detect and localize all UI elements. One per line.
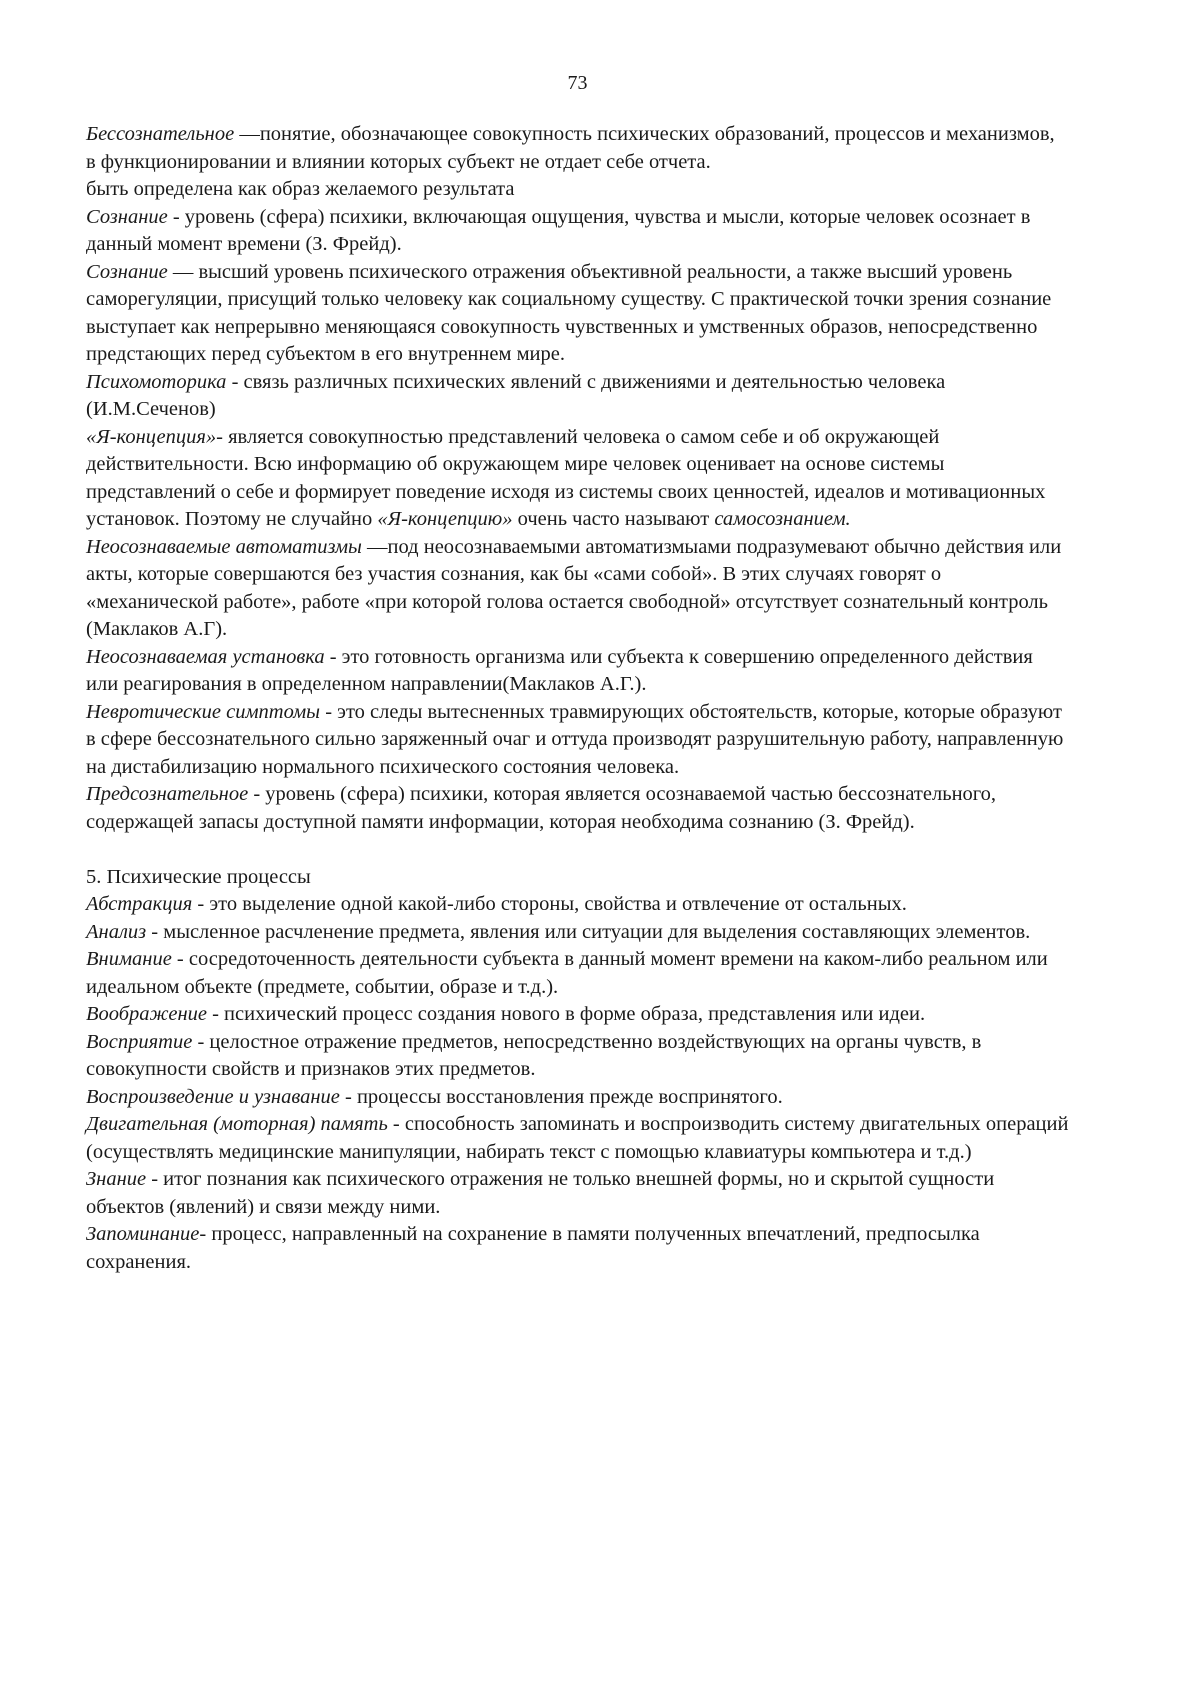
definitions-middle	[86, 534, 1069, 837]
definitions-top	[86, 121, 1069, 424]
definition-emphasis: «Я-концепцию»	[377, 508, 513, 530]
definition-entry	[86, 176, 1069, 204]
definition-term: Сознание	[86, 260, 168, 283]
definition-term: «Я-концепция»	[86, 425, 217, 448]
definition-entry	[86, 1001, 1069, 1029]
definition-entry	[86, 121, 1069, 176]
definition-term: Запоминание	[86, 1223, 200, 1245]
definition-entry	[86, 1221, 1069, 1276]
definition-text: - мысленное расчленение предмета, явления или ситуации для выделения составляющих элементов.	[146, 920, 1031, 943]
page-number: 73	[567, 72, 588, 94]
definition-text: - это выделение одной какой-либо стороны, свойства и отвлечение от остальных.	[192, 893, 907, 915]
definition-text: - уровень (сфера) психики, включающая ощущения, чувства и мысли, которые человек осознает в данный момент времени (З. Фрейд).	[86, 205, 1031, 255]
definition-term: Психомоторика	[86, 370, 227, 393]
definition-text: - способность запоминать и воспроизводить систему двигательных операций (осуществлять медицинские манипуляции, набирать текст с помощью клавиатуры компьютера и т.д.)	[86, 1113, 1069, 1163]
definition-term: Двигательная (моторная) память	[86, 1113, 388, 1135]
definition-entry	[86, 1166, 1069, 1221]
definition-term: Воспроизведение и узнавание	[86, 1085, 340, 1108]
definition-entry	[86, 919, 1069, 947]
definition-text: - является совокупностью представлений человека о самом себе и об окружающей действительности. Всю информацию об окружающем мире человек оценивает на основе системы представлений о себе и формирует поведение исходя из системы своих ценностей, идеалов и мотивационных установок. Поэтому не случайно	[86, 425, 1046, 530]
document-content	[86, 121, 1069, 1276]
definition-entry	[86, 644, 1069, 699]
definition-entry	[86, 946, 1069, 1001]
definition-term: Сознание	[86, 205, 168, 228]
definition-text: —под неосознаваемыми автоматизмыами подразумевают обычно действия или акты, которые совершаются без участия сознания, как бы «сами собой». В этих случаях говорят о «механической работе», работе «при которой голова остается свободной» отсутствует сознательный контроль (Маклаков А.Г).	[86, 535, 1062, 640]
definition-text: — высший уровень психического отражения объективной реальности, а также высший уровень саморегуляции, присущий только человеку как социальному существу. С практической точки зрения сознание выступает как непрерывно меняющаяся совокупность чувственных и умственных образов, непосредственно предстающих перед субъектом в его внутреннем мире.	[86, 260, 1052, 365]
definition-ya-concept	[86, 424, 1069, 534]
definition-text: - целостное отражение предметов, непосредственно воздействующих на органы чувств, в совокупности свойств и признаков этих предметов.	[86, 1030, 982, 1080]
definition-text: - итог познания как психического отражения не только внешней формы, но и скрытой сущности объектов (явлений) и связи между ними.	[86, 1168, 995, 1218]
definition-entry	[86, 1111, 1069, 1166]
definition-term: Бессознательное	[86, 123, 240, 145]
definition-term: Анализ	[86, 920, 147, 943]
definition-term: Невротические симптомы	[86, 700, 321, 723]
definition-text: - это следы вытесненных травмирующих обстоятельств, которые, которые образуют в сфере бессознательного сильно заряженный очаг и оттуда производят разрушительную работу, направленную на дистабилизацию нормального психического состояния человека.	[86, 700, 1064, 778]
definition-entry	[86, 781, 1069, 836]
definition-text: очень часто называют	[512, 508, 715, 530]
definition-entry	[86, 891, 1069, 919]
definition-entry	[86, 369, 1069, 424]
definition-text: - процессы восстановления прежде воспринятого.	[339, 1085, 783, 1108]
definition-text: —понятие, обозначающее совокупность психических образований, процессов и механизмов, в функционировании и влиянии которых субъект не отдает себе отчета.	[86, 123, 1055, 173]
definition-entry	[86, 1029, 1069, 1084]
definition-text: - сосредоточенность деятельности субъекта в данный момент времени на каком-либо реальном или идеальном объекте (предмете, событии, образе и т.д.).	[86, 948, 1048, 998]
definition-entry	[86, 1084, 1069, 1112]
definition-entry	[86, 699, 1069, 782]
definition-term: Восприятие	[86, 1030, 193, 1053]
definition-text: - уровень (сфера) психики, которая является осознаваемой частью бессознательного, содержащей запасы доступной памяти информации, которая необходима сознанию (З. Фрейд).	[86, 783, 997, 833]
definition-text: быть определена как образ желаемого результата	[86, 178, 515, 200]
definition-emphasis: самосознанием.	[714, 508, 851, 530]
definition-term: Внимание	[86, 948, 172, 970]
definition-term: Знание	[86, 1168, 147, 1190]
definition-term: Предсознательное	[86, 783, 249, 805]
definition-text: - это готовность организма или субъекта к совершению определенного действия или реагирования в определенном направлении(Маклаков А.Г.).	[86, 645, 1033, 695]
definition-entry	[86, 204, 1069, 259]
definition-term: Неосознаваемая установка	[86, 645, 325, 668]
definition-text: - процесс, направленный на сохранение в памяти полученных впечатлений, предпосылка сохранения.	[86, 1223, 980, 1273]
definition-term: Воображение	[86, 1003, 207, 1025]
definition-entry	[86, 259, 1069, 369]
definitions-bottom	[86, 891, 1069, 1276]
definition-text: - психический процесс создания нового в форме образа, представления или идеи.	[206, 1003, 926, 1025]
definition-entry	[86, 534, 1069, 644]
definition-term: Абстракция	[86, 893, 193, 915]
section-heading: 5. Психические процессы	[86, 865, 311, 888]
definition-term: Неосознаваемые автоматизмы	[86, 535, 362, 558]
definition-text: - связь различных психических явлений с движениями и деятельностью человека (И.М.Сеченов)	[86, 370, 946, 420]
